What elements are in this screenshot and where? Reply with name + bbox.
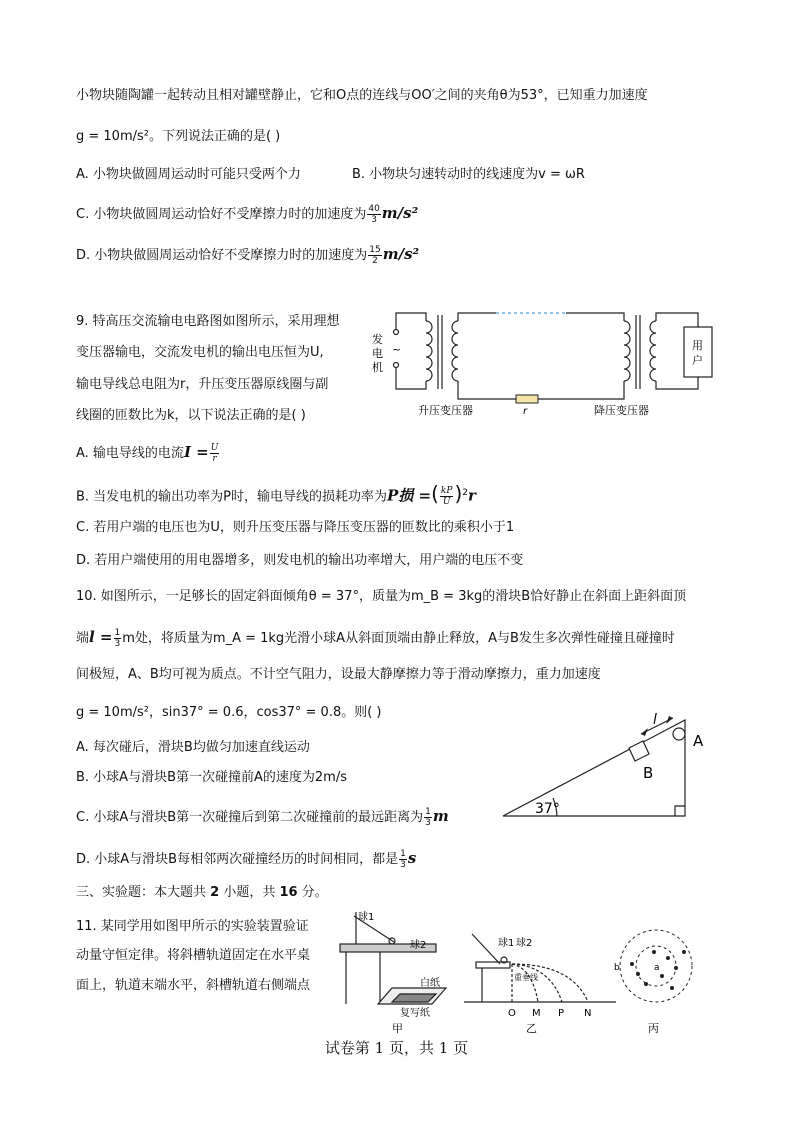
- q8-option-c-unit: m/s²: [381, 204, 419, 222]
- ball-a: [673, 728, 685, 740]
- caption-jia: 甲: [392, 1022, 403, 1035]
- q8-option-a: A. 小物块做圆周运动时可能只受两个力: [76, 167, 301, 182]
- right-angle-mark: [675, 806, 685, 816]
- q8-option-d-text: D. 小物块做圆周运动恰好不受摩擦力时的加速度为: [76, 248, 368, 263]
- step-down-label: 降压变压器: [594, 404, 649, 417]
- q8-option-d-den: 2: [372, 256, 378, 266]
- gen-label-3: 机: [372, 361, 383, 374]
- q8-option-d-fraction: [368, 245, 381, 266]
- gen-wire-top: [396, 313, 426, 329]
- transmission-circuit-diagram: [366, 303, 728, 421]
- section3-heading-post: 分。: [297, 885, 328, 900]
- q9-option-c: C. 若用户端的电压也为U，则升压变压器与降压变压器的匝数比的乘积小于1: [76, 520, 515, 535]
- step-up-primary-coil: [426, 321, 432, 381]
- jia-carbon-paper-label: 复写纸: [400, 1008, 430, 1019]
- q9-option-b-text: B. 当发电机的输出功率为P时，输电导线的损耗功率为: [76, 489, 388, 505]
- q9-option-b-square: 2: [462, 488, 468, 498]
- bing-mark-a: a: [654, 963, 660, 973]
- label-a: A: [693, 732, 704, 750]
- q10-option-c-den: 3: [425, 818, 431, 828]
- gen-label-2: 电: [372, 347, 383, 360]
- yi-ball2-label: 球2: [516, 938, 533, 949]
- momentum-experiment-figures: [336, 908, 730, 1036]
- q10-option-c-unit: m: [432, 807, 449, 825]
- jia-white-paper-label: 白纸: [420, 978, 440, 989]
- yi-ball1-label: 球1: [498, 938, 515, 949]
- yi-trajectory-m: [512, 964, 538, 1002]
- q9-option-a-text: A. 输电导线的电流: [76, 446, 184, 461]
- page-footer: 试卷第 1 页，共 1 页: [324, 1039, 469, 1057]
- q10-stem-line4: g = 10m/s²，sin37° = 0.6，cos37° = 0.8。则( ): [76, 705, 382, 720]
- step-up-secondary-coil: [452, 321, 458, 381]
- step-up-label: 升压变压器: [418, 404, 473, 417]
- q11-stem-line2: 动量守恒定律。将斜槽轨道固定在水平桌: [76, 948, 311, 963]
- section3-points: 16: [279, 885, 298, 900]
- yi-point-m: M: [532, 1008, 541, 1019]
- q8-option-d: [76, 244, 419, 266]
- distance-arrow-right: [666, 716, 673, 724]
- user-wire-top: [656, 313, 698, 327]
- q10-stem-line2-pre: 端: [76, 631, 90, 646]
- gen-terminal-top: [394, 330, 399, 335]
- q9-option-b-num: kP: [440, 486, 453, 497]
- q8-option-c-text: C. 小物块做圆周运动恰好不受摩擦力时的加速度为: [76, 207, 367, 222]
- label-b: B: [643, 764, 654, 782]
- section3-count: 2: [210, 885, 220, 900]
- incline-diagram: [495, 712, 717, 822]
- q10-stem-line2: [76, 627, 675, 649]
- yi-chute: [472, 934, 500, 964]
- q8-option-c: [76, 203, 418, 225]
- line-top-left: [458, 313, 496, 321]
- q9-stem-line3: 输电导线总电阻为r，升压变压器原线圈与副: [76, 377, 329, 392]
- q9-option-b-den: U: [442, 497, 451, 508]
- block-b: [629, 741, 649, 761]
- q9-stem-line2: 变压器输电，交流发电机的输出电压恒为U,: [76, 345, 324, 360]
- gen-label-1: 发: [372, 333, 383, 346]
- jia-ball1-label: 球1: [358, 912, 375, 923]
- q8-option-d-unit: m/s²: [382, 245, 420, 263]
- q10-stem-line2-l: l =: [89, 628, 113, 646]
- yi-point-p: P: [558, 1008, 565, 1019]
- incline-triangle: [503, 720, 685, 816]
- q10-stem-line2-den: 3: [114, 639, 121, 649]
- ac-symbol: ~: [392, 343, 402, 356]
- q10-stem-line2-num: 1: [114, 628, 121, 638]
- user-label-2: 户: [692, 354, 703, 367]
- q10-stem-line2-post: m处，将质量为m_A = 1kg光滑小球A从斜面顶端由静止释放，A与B发生多次弹性碰撞且碰撞时: [122, 631, 675, 646]
- line-top-right: [566, 313, 624, 321]
- q9-option-b-lparen: (: [431, 481, 439, 506]
- q9-option-b: [76, 483, 476, 507]
- q10-option-c: [76, 806, 449, 828]
- q9-option-b-tail: r: [467, 486, 476, 505]
- q8-option-d-num: 15: [369, 245, 381, 255]
- step-down-primary-coil: [624, 321, 630, 381]
- q10-stem-line3: 间极短，A、B均可视为质点。不计空气阻力，设最大静摩擦力等于滑动摩擦力，重力加速度: [76, 667, 601, 682]
- yi-trajectory-p: [512, 964, 562, 1002]
- q10-option-c-num: 1: [425, 807, 431, 817]
- q8-stem-line2: g = 10m/s²。下列说法正确的是( ): [76, 129, 281, 144]
- gen-wire-bottom: [396, 368, 426, 389]
- q8-stem-line1: 小物块随陶罐一起转动且相对罐壁静止，它和O点的连线与OO′之间的夹角θ为53°，已知重力加速度: [76, 88, 648, 103]
- q9-option-a-fraction: [210, 443, 220, 464]
- q10-option-d-text: D. 小球A与滑块B每相邻两次碰撞经历的时间相同，都是: [76, 852, 399, 867]
- section3-heading: [76, 883, 328, 903]
- distance-arrow-left: [641, 728, 648, 736]
- q9-option-a-num: U: [210, 443, 219, 453]
- q10-option-d-den: 3: [400, 860, 406, 870]
- q8-option-c-den: 3: [371, 215, 377, 225]
- line-bottom-left: [458, 381, 516, 399]
- yi-point-o: O: [508, 1008, 516, 1019]
- yi-plumb-label: 重垂线: [514, 973, 538, 982]
- q10-option-d-num: 1: [400, 849, 406, 859]
- q11-stem-line1: 11. 某同学用如图甲所示的实验装置验证: [76, 919, 309, 934]
- section3-heading-mid: 小题，共: [219, 885, 280, 900]
- bing-mark-b: b: [614, 963, 620, 973]
- label-angle: 37°: [535, 801, 560, 817]
- jia-ball2-label: 球2: [410, 940, 427, 951]
- q9-option-b-rparen: ): [454, 481, 463, 506]
- q9-option-b-lhs: P损 =: [387, 486, 432, 505]
- q9-option-b-fraction: [440, 486, 454, 507]
- line-bottom-right: [538, 381, 624, 399]
- q8-option-c-num: 40: [368, 204, 380, 214]
- q10-option-d-unit: s: [407, 849, 417, 867]
- user-box: [684, 327, 712, 377]
- q10-option-a: A. 每次碰后，滑块B均做匀加速直线运动: [76, 740, 310, 755]
- q10-option-d-fraction: [399, 849, 407, 870]
- q10-stem-line1: 10. 如图所示，一足够长的固定斜面倾角θ = 37°，质量为m_B = 3kg的滑块B恰好静止在斜面上距斜面顶: [76, 589, 687, 604]
- q10-option-c-text: C. 小球A与滑块B第一次碰撞后到第二次碰撞前的最远距离为: [76, 810, 424, 825]
- q10-stem-line2-fraction: [114, 628, 122, 649]
- yi-point-n: N: [584, 1008, 592, 1019]
- line-resistor: [516, 395, 538, 403]
- q9-option-a-den: r: [212, 454, 217, 464]
- q8-option-b: B. 小物块匀速转动时的线速度为v = ωR: [352, 167, 585, 182]
- user-wire-bottom: [656, 377, 698, 389]
- q10-option-c-fraction: [424, 807, 432, 828]
- q10-option-d: [76, 848, 416, 870]
- q9-option-d: D. 若用户端使用的用电器增多，则发电机的输出功率增大，用户端的电压不变: [76, 553, 524, 568]
- q8-option-c-fraction: [367, 204, 380, 225]
- q9-option-a-lhs: I =: [183, 443, 209, 461]
- step-down-secondary-coil: [650, 321, 656, 381]
- q9-stem-line4: 线圈的匝数比为k，以下说法正确的是( ): [76, 408, 306, 423]
- q11-stem-line3: 面上，轨道末端水平，斜槽轨道右侧端点: [76, 978, 311, 993]
- gen-terminal-bottom: [394, 363, 399, 368]
- user-label-1: 用: [692, 339, 703, 352]
- q9-stem-line1: 9. 特高压交流输电电路图如图所示，采用理想: [76, 314, 340, 329]
- section3-heading-pre: 三、实验题：本大题共: [76, 885, 211, 900]
- q10-option-b: B. 小球A与滑块B第一次碰撞前A的速度为2m/s: [76, 770, 347, 785]
- q9-option-a: [76, 442, 220, 464]
- resistor-label: r: [523, 406, 528, 417]
- caption-yi: 乙: [526, 1022, 537, 1035]
- label-l: l: [653, 712, 657, 728]
- jia-carbon-paper: [392, 994, 436, 1002]
- caption-bing: 丙: [648, 1022, 659, 1035]
